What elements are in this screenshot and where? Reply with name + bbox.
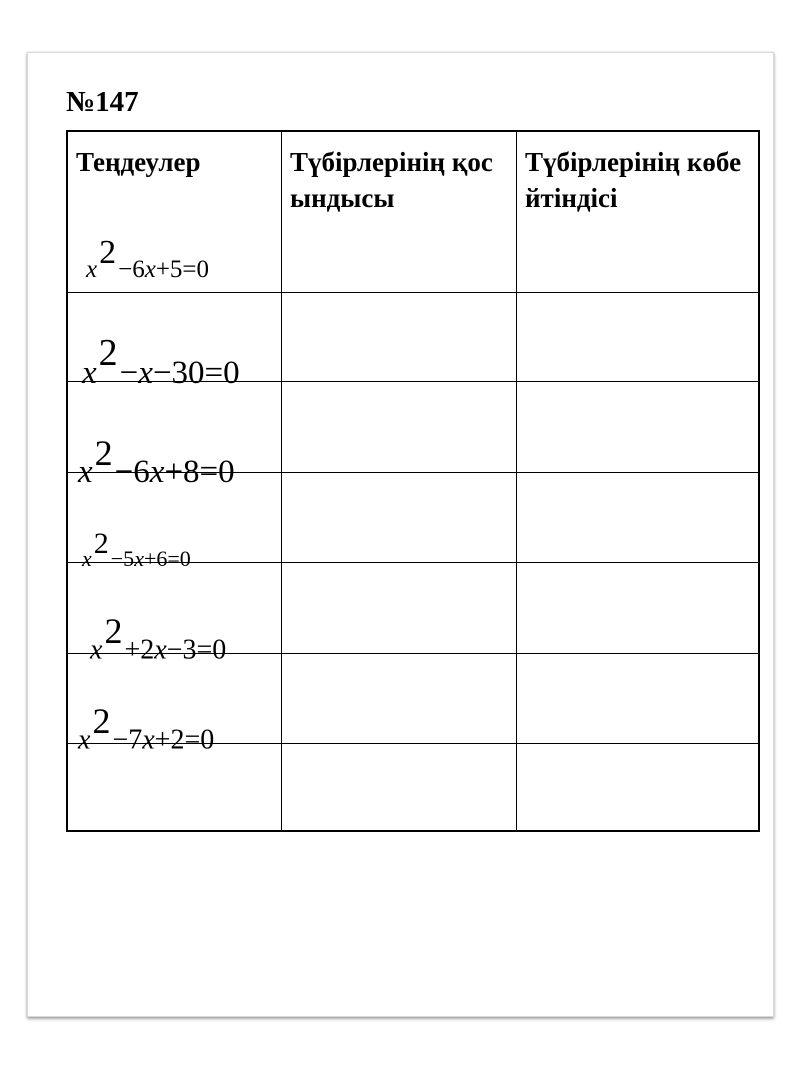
row-divider <box>68 292 758 293</box>
task-number: №147 <box>66 86 139 118</box>
column-divider <box>516 132 517 830</box>
equation: $x^2+2x-3=0$ <box>90 610 227 666</box>
equation: $x^2-x-30=0$ <box>82 332 240 391</box>
column-divider <box>281 132 282 830</box>
header-equations: Теңдеулер <box>76 147 201 177</box>
equation: $x^2-6x+8=0$ <box>78 432 235 490</box>
header-product-of-roots: Түбірлерінің көбейтіндісі <box>525 147 742 213</box>
equation: $x^2-5x+6=0$ <box>82 527 191 571</box>
equation: $x^2-6x+5=0$ <box>86 233 210 283</box>
equation: $x^2-7x+2=0$ <box>78 700 215 756</box>
header-sum-of-roots: Түбірлерінің қосындысы <box>290 147 493 213</box>
